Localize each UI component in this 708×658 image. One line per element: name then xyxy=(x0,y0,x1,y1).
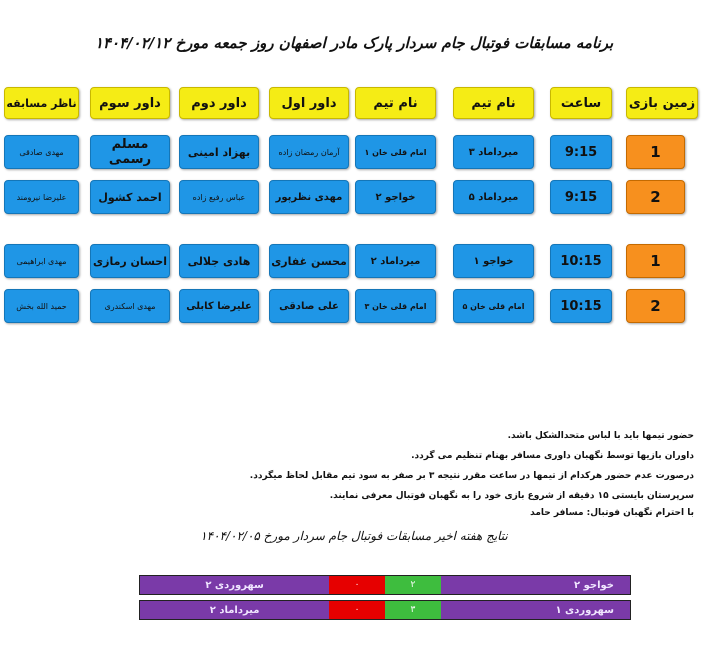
result-row xyxy=(139,575,631,595)
team-2: میرداماد ۲ xyxy=(355,244,436,278)
referee-2: هادی جلالی xyxy=(179,244,259,278)
page-title: برنامه مسابقات فوتبال جام سردار پارک مادر اصفهان روز جمعه مورخ ۱۴۰۴/۰۲/۱۲ xyxy=(94,34,614,52)
referee-2: بهزاد امینی xyxy=(179,135,259,169)
result-away-team: میرداماد ۲ xyxy=(140,601,329,619)
header-referee-3: داور سوم xyxy=(90,87,170,119)
header-team-2: نام تیم xyxy=(355,87,436,119)
field-number: 2 xyxy=(626,180,685,214)
result-home-team: سهروردی ۱ xyxy=(441,601,630,619)
header-field: زمین بازی xyxy=(626,87,698,119)
results-title: نتایج هفته اخیر مسابقات فوتبال جام سردار مورخ ۱۴۰۴/۰۲/۰۵ xyxy=(200,529,508,543)
referee-1: آرمان رمضان زاده xyxy=(269,135,349,169)
referee-2: علیرضا کابلی xyxy=(179,289,259,323)
result-away-score: ۰ xyxy=(329,576,385,594)
note-line: درصورت عدم حضور هرکدام از تیمها در ساعت مقرر نتیجه ۳ بر صفر به سود تیم مقابل لحاظ میگردد. xyxy=(249,471,694,481)
field-number: 1 xyxy=(626,244,685,278)
result-away-team: سهروردی ۲ xyxy=(140,576,329,594)
supervisor: مهدی صادقی xyxy=(4,135,79,169)
referee-1: مهدی نظرپور xyxy=(269,180,349,214)
referee-3: احمد کشول xyxy=(90,180,170,214)
note-line: داوران بازیها توسط نگهبان داوری مسافر بهنام تنظیم می گردد. xyxy=(411,451,694,461)
team-1: میرداماد ۵ xyxy=(453,180,534,214)
supervisor: علیرضا نیرومند xyxy=(4,180,79,214)
supervisor: مهدی ابراهیمی xyxy=(4,244,79,278)
referee-3: مهدی اسکندری xyxy=(90,289,170,323)
match-time: 9:15 xyxy=(550,180,612,214)
team-2: امام قلی خان ۱ xyxy=(355,135,436,169)
team-1: خواجو ۱ xyxy=(453,244,534,278)
header-team-1: نام تیم xyxy=(453,87,534,119)
result-row xyxy=(139,600,631,620)
notes-block xyxy=(250,426,694,520)
referee-1: علی صادقی xyxy=(269,289,349,323)
header-supervisor: ناظر مسابقه xyxy=(4,87,79,119)
field-number: 1 xyxy=(626,135,685,169)
result-home-score: ۲ xyxy=(385,576,441,594)
note-line: حضور تیمها باید با لباس متحدالشکل باشد. xyxy=(507,431,694,441)
field-number: 2 xyxy=(626,289,685,323)
result-home-score: ۳ xyxy=(385,601,441,619)
result-home-team: خواجو ۲ xyxy=(441,576,630,594)
match-time: 10:15 xyxy=(550,244,612,278)
note-line: سرپرستان بایستی ۱۵ دقیقه از شروع بازی خود را به نگهبان فوتبال معرفی نمایند. xyxy=(329,491,694,501)
referee-3: مسلم رسمی xyxy=(90,135,170,169)
team-1: میرداماد ۳ xyxy=(453,135,534,169)
supervisor: حمید الله بخش xyxy=(4,289,79,323)
team-2: امام قلی خان ۳ xyxy=(355,289,436,323)
referee-1: محسن غفاری xyxy=(269,244,349,278)
team-1: امام قلی خان ۵ xyxy=(453,289,534,323)
referee-2: عباس رفیع زاده xyxy=(179,180,259,214)
match-time: 10:15 xyxy=(550,289,612,323)
header-time: ساعت xyxy=(550,87,612,119)
referee-3: احسان رمازی xyxy=(90,244,170,278)
header-referee-2: داور دوم xyxy=(179,87,259,119)
schedule-table xyxy=(0,84,708,334)
header-referee-1: داور اول xyxy=(269,87,349,119)
note-line: با احترام نگهبان فوتبال: مسافر حامد xyxy=(530,508,694,518)
team-2: خواجو ۲ xyxy=(355,180,436,214)
match-time: 9:15 xyxy=(550,135,612,169)
result-away-score: ۰ xyxy=(329,601,385,619)
